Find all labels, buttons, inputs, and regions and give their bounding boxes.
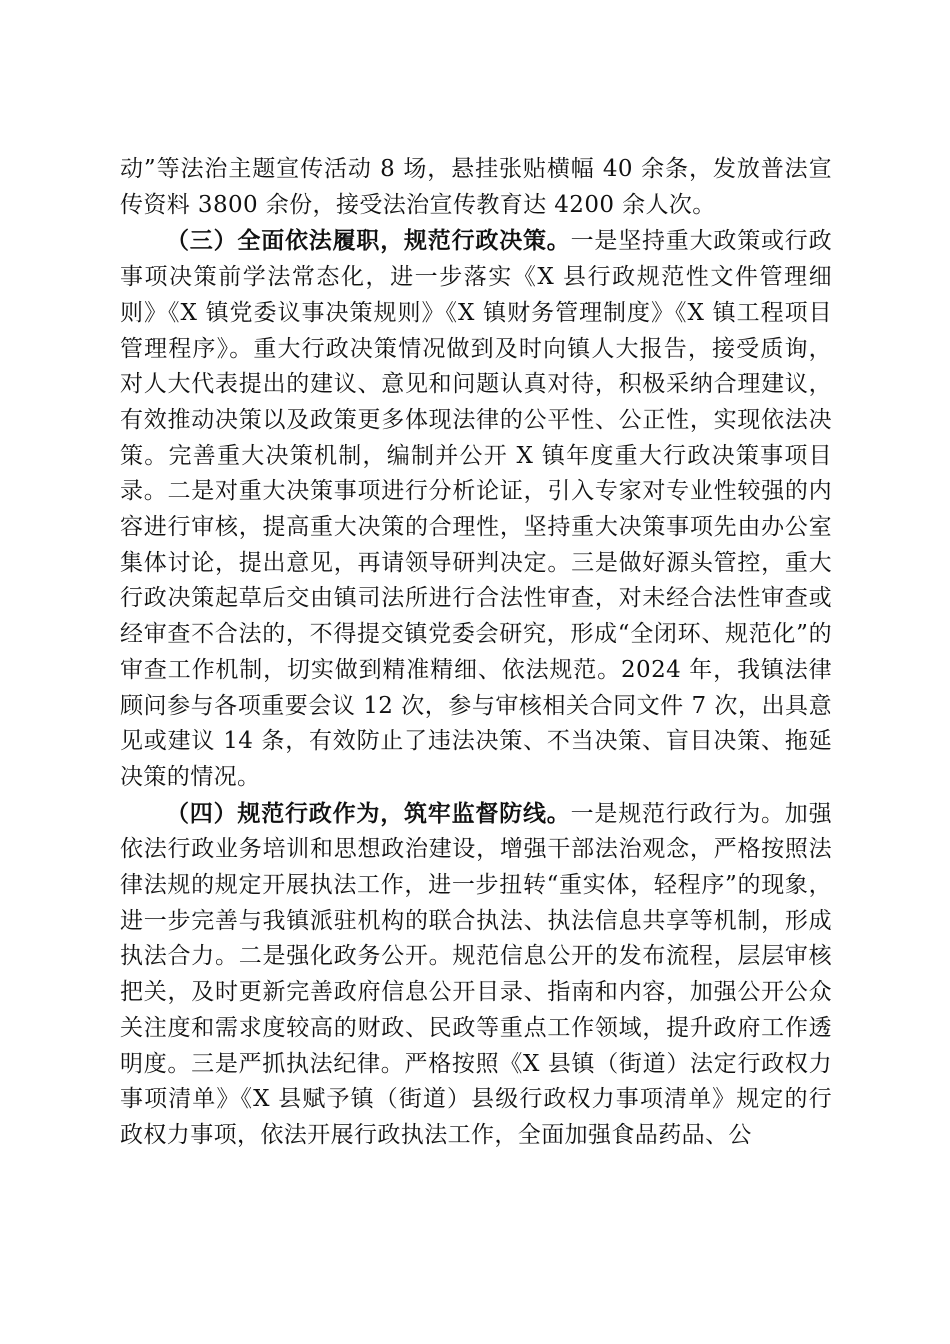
paragraph-section-three [120,223,832,795]
paragraph-continuation [120,152,832,223]
section-four-heading: （四）规范行政作为，筑牢监督防线。 [166,799,571,827]
paragraph-text: 动”等法治主题宣传活动 8 场，悬挂张贴横幅 40 余条，发放普法宣传资料 3800 余份，接受法治宣传教育达 4200 余人次。 [120,156,832,218]
paragraph-section-four [120,796,832,1154]
document-body [120,152,832,1154]
section-four-text: 一是规范行政行为。加强依法行政业务培训和思想政治建设，增强干部法治观念，严格按照法律法规的规定开展执法工作，进一步扭转“重实体，轻程序”的现象，进一步完善与我镇派驻机构的联合执法、执法信息共享等机制，形成执法合力。二是强化政务公开。规范信息公开的发布流程，层层审核把关，及时更新完善政府信息公开目录、指南和内容，加强公开公众关注度和需求度较高的财政、民政等重点工作领域，提升政府工作透明度。三是严抓执法纪律。严格按照《X 县镇（街道）法定行政权力事项清单》《X 县赋予镇（街道）县级行政权力事项清单》规定的行政权力事项，依法开展行政执法工作，全面加强食品药品、公 [120,800,832,1148]
section-three-text: 一是坚持重大政策或行政事项决策前学法常态化，进一步落实《X 县行政规范性文件管理细则》《X 镇党委议事决策规则》《X 镇财务管理制度》《X 镇工程项目管理程序》。重大行政决策情况做到及时向镇人大报告，接受质询，对人大代表提出的建议、意见和问题认真对待，积极采纳合理建议，有效推动决策以及政策更多体现法律的公平性、公正性，实现依法决策。完善重大决策机制，编制并公开 X 镇年度重大行政决策事项目录。二是对重大决策事项进行分析论证，引入专家对专业性较强的内容进行审核，提高重大决策的合理性，坚持重大决策事项先由办公室集体讨论，提出意见，再请领导研判决定。三是做好源头管控，重大行政决策起草后交由镇司法所进行合法性审查，对未经合法性审查或经审查不合法的，不得提交镇党委会研究，形成“全闭环、规范化”的审查工作机制，切实做到精准精细、依法规范。2024 年，我镇法律顾问参与各项重要会议 12 次，参与审核相关合同文件 7 次，出具意见或建议 14 条，有效防止了违法决策、不当决策、盲目决策、拖延决策的情况。 [120,228,832,790]
section-three-heading: （三）全面依法履职，规范行政决策。 [166,227,571,255]
